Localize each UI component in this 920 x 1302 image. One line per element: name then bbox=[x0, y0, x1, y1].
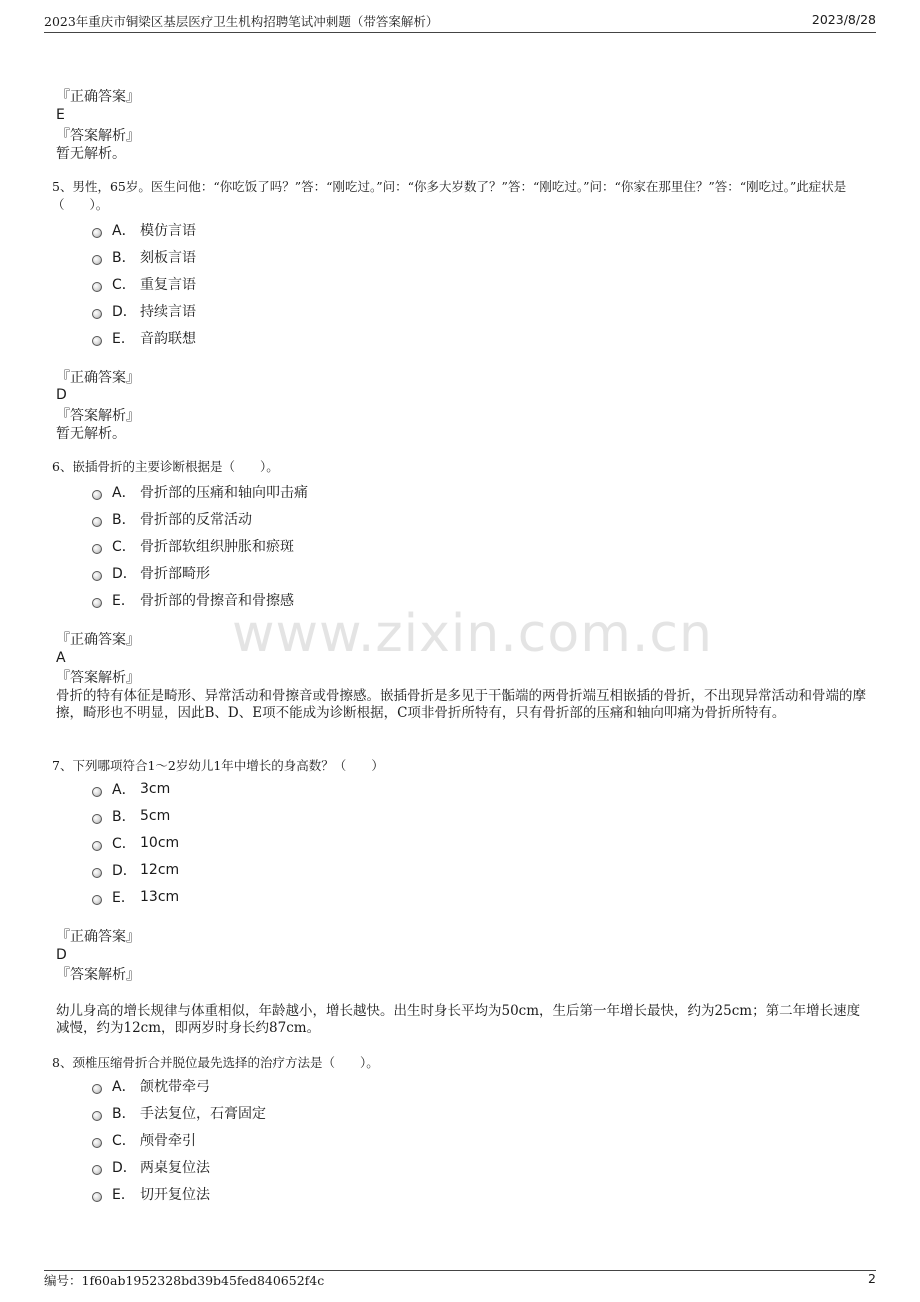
option-text: 骨折部软组织肿胀和瘀斑 bbox=[140, 539, 294, 555]
correct-answer-label: 『正确答案』 bbox=[56, 370, 140, 386]
correct-answer-value: E bbox=[56, 107, 65, 123]
radio-button[interactable] bbox=[92, 255, 102, 265]
option-letter: C． bbox=[112, 539, 136, 555]
option-text: 13cm bbox=[140, 889, 180, 905]
page-footer bbox=[44, 1271, 876, 1289]
watermark: www.zixin.com.cn bbox=[232, 604, 713, 664]
answer-analysis-text: 暂无解析。 bbox=[56, 146, 126, 162]
radio-button[interactable] bbox=[92, 1111, 102, 1121]
radio-button[interactable] bbox=[92, 868, 102, 878]
option-text: 骨折部的压痛和轴向叩击痛 bbox=[140, 485, 308, 501]
correct-answer-value: A bbox=[56, 650, 66, 666]
radio-button[interactable] bbox=[92, 1192, 102, 1202]
option-letter: E． bbox=[112, 1187, 135, 1203]
radio-button[interactable] bbox=[92, 1138, 102, 1148]
correct-answer-value: D bbox=[56, 947, 67, 963]
option-letter: A． bbox=[112, 223, 136, 239]
option-letter: B． bbox=[112, 512, 136, 528]
option-a[interactable] bbox=[92, 220, 196, 240]
option-letter: D． bbox=[112, 304, 137, 320]
option-text: 音韵联想 bbox=[140, 331, 196, 347]
header-divider bbox=[44, 32, 876, 33]
option-e[interactable] bbox=[92, 1184, 210, 1204]
radio-button[interactable] bbox=[92, 336, 102, 346]
option-text: 骨折部畸形 bbox=[140, 566, 210, 582]
option-text: 颅骨牵引 bbox=[140, 1133, 196, 1149]
correct-answer-label: 『正确答案』 bbox=[56, 929, 140, 945]
option-text: 5cm bbox=[140, 808, 171, 824]
radio-button[interactable] bbox=[92, 598, 102, 608]
header-date: 2023/8/28 bbox=[811, 12, 876, 27]
option-e[interactable] bbox=[92, 328, 196, 348]
answer-analysis-label: 『答案解析』 bbox=[56, 967, 140, 983]
answer-analysis-label: 『答案解析』 bbox=[56, 128, 140, 144]
option-c[interactable] bbox=[92, 536, 294, 556]
option-letter: E． bbox=[112, 890, 135, 906]
option-text: 切开复位法 bbox=[140, 1187, 210, 1203]
correct-answer-value: D bbox=[56, 387, 67, 403]
option-letter: C． bbox=[112, 836, 136, 852]
option-text: 骨折部的反常活动 bbox=[140, 512, 252, 528]
radio-button[interactable] bbox=[92, 309, 102, 319]
option-a[interactable] bbox=[92, 482, 308, 502]
option-text: 手法复位，石膏固定 bbox=[140, 1106, 266, 1122]
answer-analysis-label: 『答案解析』 bbox=[56, 408, 140, 424]
radio-button[interactable] bbox=[92, 895, 102, 905]
option-letter: C． bbox=[112, 277, 136, 293]
radio-button[interactable] bbox=[92, 517, 102, 527]
option-c[interactable] bbox=[92, 274, 196, 294]
option-a[interactable] bbox=[92, 1076, 210, 1096]
option-letter: A． bbox=[112, 782, 136, 798]
option-letter: C． bbox=[112, 1133, 136, 1149]
question-stem: 8、颈椎压缩骨折合并脱位最先选择的治疗方法是（ ）。 bbox=[52, 1055, 379, 1070]
option-d[interactable] bbox=[92, 301, 196, 321]
option-b[interactable] bbox=[92, 509, 252, 529]
page-number: 2 bbox=[868, 1271, 876, 1286]
radio-button[interactable] bbox=[92, 814, 102, 824]
option-letter: B． bbox=[112, 809, 136, 825]
option-c[interactable] bbox=[92, 1130, 196, 1150]
radio-button[interactable] bbox=[92, 1084, 102, 1094]
option-text: 12cm bbox=[140, 862, 180, 878]
option-letter: D． bbox=[112, 1160, 137, 1176]
question-stem: 7、下列哪项符合1～2岁幼儿1年中增长的身高数？（ ） bbox=[52, 758, 384, 773]
option-text: 10cm bbox=[140, 835, 180, 851]
option-letter: D． bbox=[112, 863, 137, 879]
option-text: 3cm bbox=[140, 781, 171, 797]
option-letter: E． bbox=[112, 593, 135, 609]
option-text: 模仿言语 bbox=[140, 223, 196, 239]
option-text: 颌枕带牵弓 bbox=[140, 1079, 210, 1095]
option-d[interactable] bbox=[92, 563, 210, 583]
option-letter: B． bbox=[112, 250, 136, 266]
option-letter: A． bbox=[112, 485, 136, 501]
option-a[interactable] bbox=[92, 779, 170, 799]
option-c[interactable] bbox=[92, 833, 179, 853]
option-d[interactable] bbox=[92, 860, 179, 880]
document-code: 编号：1f60ab1952328bd39b45fed840652f4c bbox=[44, 1273, 325, 1288]
answer-analysis-label: 『答案解析』 bbox=[56, 670, 140, 686]
option-text: 刻板言语 bbox=[140, 250, 196, 266]
answer-analysis-text: 骨折的特有体征是畸形、异常活动和骨擦音或骨擦感。嵌插骨折是多见于干骺端的两骨折端互相嵌插的骨折，不出现异常活动和骨端的摩擦，畸形也不明显，因此B、D、E项不能成为诊断根据，C项非骨折所特有，只有骨折部的压痛和轴向叩痛为骨折所特有。 bbox=[56, 688, 866, 721]
option-e[interactable] bbox=[92, 590, 294, 610]
radio-button[interactable] bbox=[92, 228, 102, 238]
option-letter: A． bbox=[112, 1079, 136, 1095]
correct-answer-label: 『正确答案』 bbox=[56, 89, 140, 105]
page-header bbox=[44, 12, 876, 32]
option-text: 重复言语 bbox=[140, 277, 196, 293]
option-letter: D． bbox=[112, 566, 137, 582]
document-title: 2023年重庆市铜梁区基层医疗卫生机构招聘笔试冲刺题（带答案解析） bbox=[44, 14, 439, 29]
radio-button[interactable] bbox=[92, 841, 102, 851]
question-stem: 6、嵌插骨折的主要诊断根据是（ ）。 bbox=[52, 459, 279, 474]
option-d[interactable] bbox=[92, 1157, 210, 1177]
option-text: 持续言语 bbox=[140, 304, 196, 320]
question-stem: 5、男性，65岁。医生问他：“你吃饭了吗？”答：“刚吃过。”问：“你多大岁数了？”答：“刚吃过。”问：“你家在那里住？”答：“刚吃过。”此症状是（ ）。 bbox=[52, 179, 847, 212]
radio-button[interactable] bbox=[92, 490, 102, 500]
option-letter: B． bbox=[112, 1106, 136, 1122]
option-text: 骨折部的骨擦音和骨擦感 bbox=[140, 593, 294, 609]
option-b[interactable] bbox=[92, 247, 196, 267]
radio-button[interactable] bbox=[92, 544, 102, 554]
radio-button[interactable] bbox=[92, 787, 102, 797]
option-b[interactable] bbox=[92, 1103, 266, 1123]
option-b[interactable] bbox=[92, 806, 170, 826]
radio-button[interactable] bbox=[92, 1165, 102, 1175]
answer-analysis-text: 暂无解析。 bbox=[56, 426, 126, 442]
option-e[interactable] bbox=[92, 887, 179, 907]
answer-analysis-text: 幼儿身高的增长规律与体重相似，年龄越小，增长越快。出生时身长平均为50cm，生后第一年增长最快，约为25cm；第二年增长速度减慢，约为12cm，即两岁时身长约87cm。 bbox=[56, 1003, 861, 1036]
radio-button[interactable] bbox=[92, 571, 102, 581]
option-letter: E． bbox=[112, 331, 135, 347]
correct-answer-label: 『正确答案』 bbox=[56, 632, 140, 648]
option-text: 两桌复位法 bbox=[140, 1160, 210, 1176]
radio-button[interactable] bbox=[92, 282, 102, 292]
